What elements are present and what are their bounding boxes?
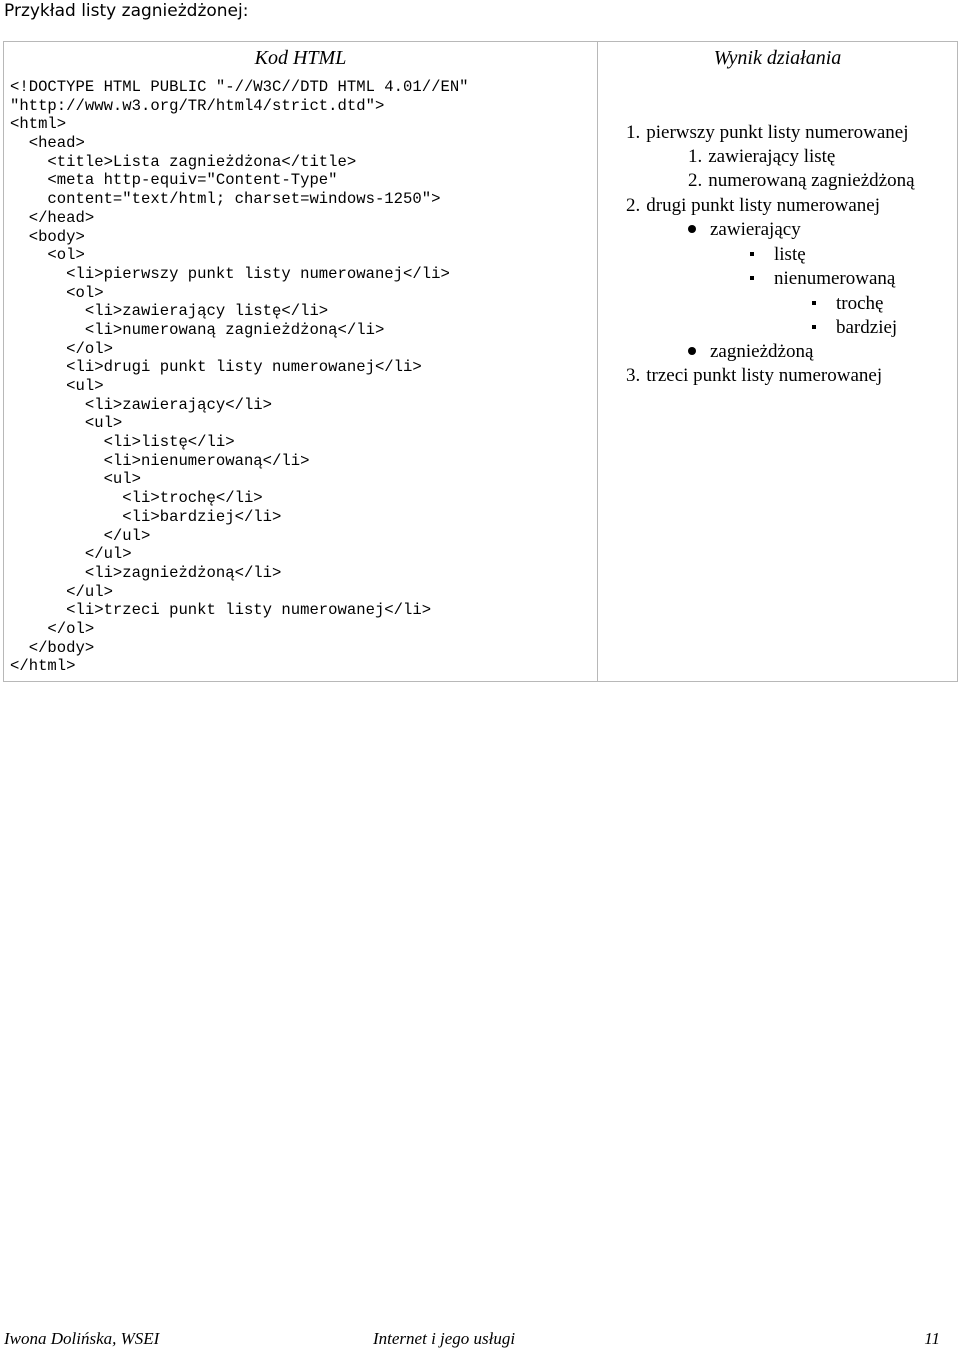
code-column-header: Kod HTML: [254, 47, 347, 69]
code-line: <body>: [10, 227, 85, 246]
list-marker: 1.: [626, 122, 641, 143]
result-column: [598, 42, 957, 681]
code-line: <li>zagnieżdżoną</li>: [10, 563, 282, 582]
code-line: <ul>: [10, 377, 104, 395]
square-bullet-icon: [812, 301, 816, 305]
code-line: </html>: [10, 657, 76, 676]
footer-page-number: 11: [924, 1329, 940, 1348]
code-line: </ol>: [10, 619, 95, 638]
square-bullet-icon: [750, 276, 754, 280]
footer-course: Internet i jego usługi: [373, 1329, 516, 1348]
list-item: [688, 170, 915, 192]
list-item: [750, 268, 895, 290]
code-line: <ol>: [10, 283, 104, 302]
list-item: [688, 341, 813, 363]
square-bullet-icon: [812, 325, 816, 329]
code-line: <meta http-equiv="Content-Type": [10, 171, 338, 190]
list-item-text: zawierający listę: [708, 146, 836, 167]
list-item: [688, 219, 801, 241]
code-line: </ul>: [10, 545, 132, 564]
code-line: </ul>: [10, 582, 113, 601]
example-table: [3, 41, 958, 682]
list-item-text: pierwszy punkt listy numerowanej: [646, 122, 909, 143]
code-line: <li>zawierający listę</li>: [10, 302, 329, 321]
list-marker: 3.: [626, 365, 641, 386]
list-item-text: nienumerowaną: [774, 268, 896, 289]
code-line: <li>bardziej</li>: [10, 507, 282, 526]
code-line: </ul>: [10, 526, 151, 545]
code-line: <ol>: [10, 246, 85, 265]
list-item: [812, 293, 883, 315]
list-item: [626, 365, 882, 387]
list-item-text: zagnieżdżoną: [710, 341, 814, 362]
code-line: <li>trzeci punkt listy numerowanej</li>: [10, 601, 432, 620]
code-line: content="text/html; charset=windows-1250">: [10, 190, 441, 209]
disc-bullet-icon: [688, 225, 696, 233]
list-item-text: listę: [774, 244, 806, 265]
list-item: [626, 195, 880, 217]
code-line: <ul>: [10, 470, 142, 489]
list-item-text: trochę: [836, 293, 884, 314]
list-item: [750, 244, 806, 266]
list-item: [626, 122, 909, 144]
list-item-text: numerowaną zagnieżdżoną: [708, 170, 915, 191]
footer-author: Iwona Dolińska, WSEI: [4, 1329, 160, 1348]
code-line: <li>drugi punkt listy numerowanej</li>: [10, 358, 422, 377]
code-line: <li>trochę</li>: [10, 489, 263, 508]
code-line: <li>zawierający</li>: [10, 395, 273, 414]
code-column: [4, 42, 598, 681]
page-heading: Przykład listy zagnieżdżonej:: [4, 1, 249, 21]
code-line: <ul>: [10, 414, 123, 433]
list-item-text: bardziej: [836, 317, 898, 338]
list-item-text: trzeci punkt listy numerowanej: [646, 365, 883, 386]
code-line: </head>: [10, 208, 95, 227]
code-line: <li>listę</li>: [10, 433, 235, 452]
code-line: <!DOCTYPE HTML PUBLIC "-//W3C//DTD HTML 4.01//EN": [10, 78, 469, 96]
code-line: <head>: [10, 134, 85, 153]
code-line: <li>nienumerowaną</li>: [10, 451, 310, 470]
list-item-text: zawierający: [710, 219, 801, 240]
square-bullet-icon: [750, 252, 754, 256]
list-item: [812, 317, 897, 339]
code-line: <title>Lista zagnieżdżona</title>: [10, 152, 357, 171]
code-listing: [10, 78, 469, 676]
list-item-text: drugi punkt listy numerowanej: [646, 195, 881, 216]
code-line: "http://www.w3.org/TR/html4/strict.dtd">: [10, 96, 385, 115]
page-footer: [0, 1327, 960, 1351]
disc-bullet-icon: [688, 347, 696, 355]
code-line: <li>pierwszy punkt listy numerowanej</li>: [10, 264, 450, 283]
code-line: <html>: [10, 115, 67, 134]
code-line: <li>numerowaną zagnieżdżoną</li>: [10, 320, 385, 339]
list-marker: 2.: [688, 170, 703, 191]
result-column-header: Wynik działania: [713, 47, 842, 69]
list-marker: 1.: [688, 146, 703, 167]
list-marker: 2.: [626, 195, 641, 216]
list-item: [688, 146, 835, 168]
code-line: </body>: [10, 638, 95, 657]
code-line: </ol>: [10, 339, 113, 358]
